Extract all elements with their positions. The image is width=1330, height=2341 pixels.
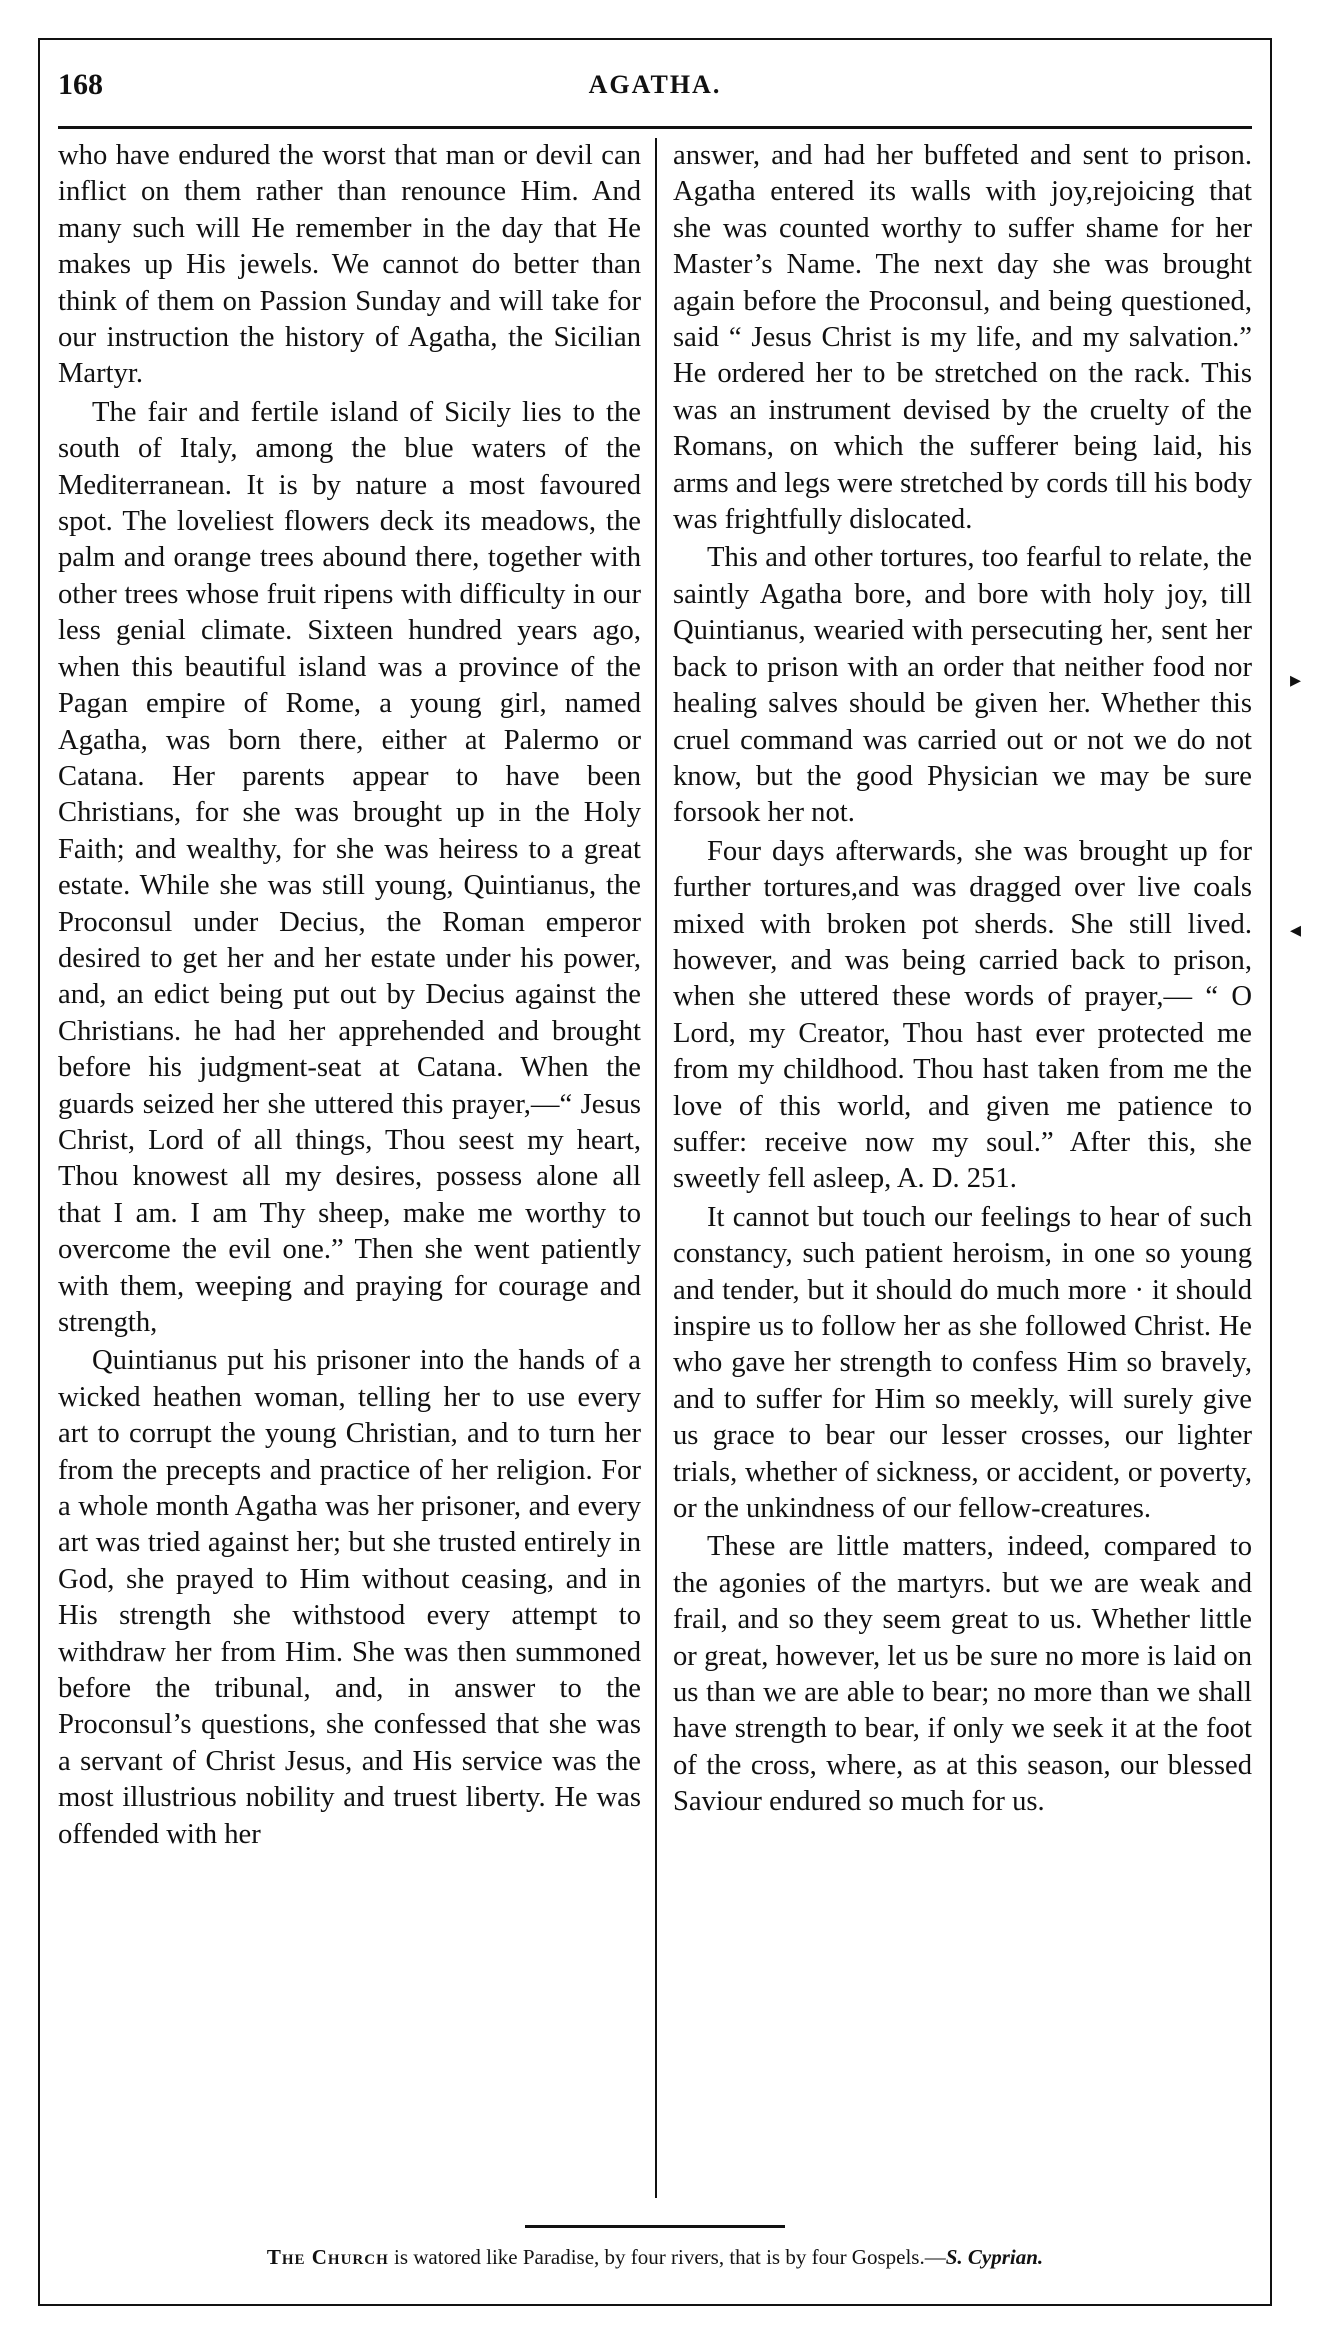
header-rule [58,126,1252,129]
footer-quote-attribution: S. Cyprian. [945,2245,1044,2269]
left-paragraph-3: Quintianus put his prisoner into the hands of a wicked heathen woman, telling her to use every art to corrupt the young Christian, and to turn her from the precepts and practice of her religion. For a whole month Agatha was her prisoner, and every art was tried against her; but she trusted entirely in God, she prayed to Him without ceasing, and in His strength she withstood every attempt to withdraw her from Him. She was then summoned before the tribunal, and, in answer to the Proconsul’s questions, she confessed that she was a servant of Christ Jesus, and His service was the most illustrious nobility and truest liberty. He was offended with her [58,1345,641,1850]
margin-arrow-mark: ◂ [1290,918,1302,943]
footer-quote-text: is watored like Paradise, by four rivers, that is by four Gospels.— [388,2245,946,2269]
page-number: 168 [58,68,103,101]
margin-arrow-mark: ▸ [1290,668,1302,693]
left-paragraph-2: The fair and fertile island of Sicily lies to the south of Italy, among the blue waters of the Mediterranean. It is by nature a most favoured spot. The loveliest flowers deck its meadows, the palm and orange trees abound there, together with other trees whose fruit ripens with difficulty in our less genial climate. Sixteen hundred years ago, when this beautiful island was a province of the Pagan empire of Rome, a young girl, named Agatha, was born there, either at Palermo or Catana. Her parents appear to have been Christians, for she was brought up in the Holy Faith; and wealthy, for she was heiress to a great estate. While she was still young, Quintianus, the Proconsul under Decius, the Roman emperor desired to get her and her estate under his power, and, an edict being put out by Decius against the Christians. he had her apprehended and brought before his judgment-seat at Catana. When the guards seized her she uttered this prayer,—“ Jesus Christ, Lord of all things, Thou seest my heart, Thou knowest all my desires, possess alone all that I am. I am Thy sheep, make me worthy to overcome the evil one.” Then she went patiently with them, weeping and praying for courage and strength, [58,396,641,1338]
right-paragraph-5: These are little matters, indeed, compared to the agonies of the martyrs. but we are weak and frail, and so they seem great to us. Whether little or great, however, let us be sure no more is laid on us than we are able to bear; no more than we shall have strength to bear, if only we seek it at the foot of the cross, where, as at this season, our blessed Saviour endured so much for us. [673,1531,1252,1818]
running-title: AGATHA. [588,70,722,99]
footer-quote [58,2245,1252,2270]
right-paragraph-1: answer, and had her buffeted and sent to prison. Agatha entered its walls with joy,rejoicing that she was counted worthy to suffer shame for her Master’s Name. The next day she was brought again before the Proconsul, and being questioned, said “ Jesus Christ is my life, and my salvation.” He ordered her to be stretched on the rack. This was an instrument devised by the cruelty of the Romans, on which the sufferer being laid, his arms and legs were stretched by cords till his body was frightfully dislocated. [673,140,1252,536]
right-column [655,138,1252,2198]
left-column [58,138,655,2198]
left-paragraph-1: who have endured the worst that man or devil can inflict on them rather than renounce Him. And many such will He remember in the day that He makes up His jewels. We cannot do better than think of them on Passion Sunday and will take for our instruction the history of Agatha, the Sicilian Martyr. [58,140,641,390]
right-paragraph-3: Four days afterwards, she was brought up for further tortures,and was dragged over live coals mixed with broken pot sherds. She still lived. however, and was being carried back to prison, when she uttered these words of prayer,— “ O Lord, my Creator, Thou hast ever protected me from my childhood. Thou hast taken from me the love of this world, and given me patience to suffer: receive now my soul.” After this, she sweetly fell asleep, A. D. 251. [673,835,1252,1195]
page-header [58,62,1252,122]
right-paragraph-2: This and other tortures, too fearful to relate, the saintly Agatha bore, and bore with holy joy, till Quintianus, wearied with persecuting her, sent her back to prison with an order that neither food nor healing salves should be given her. Whether this cruel command was carried out or not we do not know, but the good Physician we may be sure forsook her not. [673,542,1252,829]
footer-quote-lead: The Church [266,2245,389,2269]
page [38,38,1272,2306]
footer-rule [525,2225,785,2228]
right-paragraph-4: It cannot but touch our feelings to hear of such constancy, such patient heroism, in one so young and tender, but it should do much more · it should inspire us to follow her as she followed Christ. He who gave her strength to confess Him so bravely, and to suffer for Him so meekly, will surely give us grace to bear our lesser crosses, our lighter trials, whether of sickness, or accident, or poverty, or the unkindness of our fellow-creatures. [673,1201,1252,1525]
text-columns [58,138,1252,2198]
